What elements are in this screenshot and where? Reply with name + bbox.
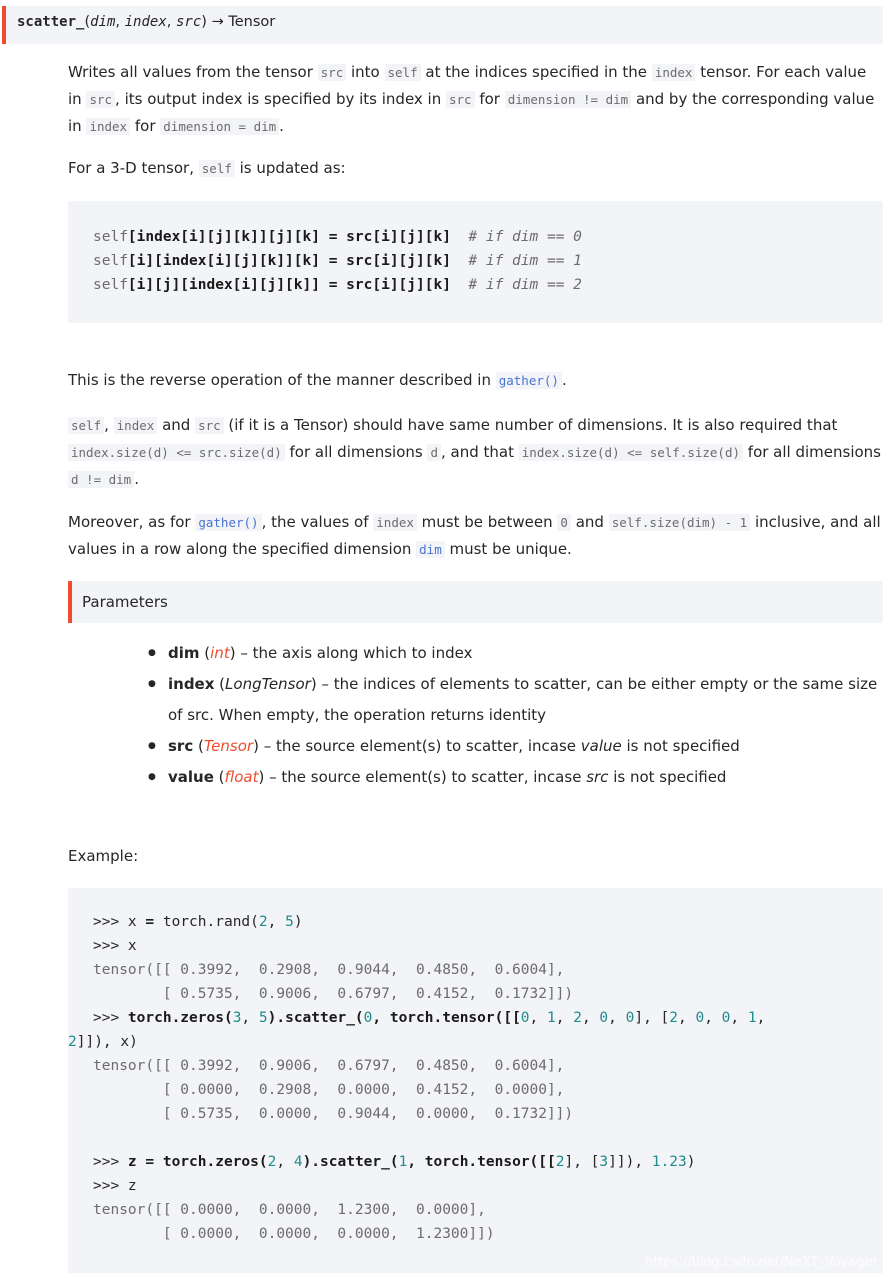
code-line: self[index[i][j][k]][j][k] = src[i][j][k] # if dim == 0 (93, 229, 582, 245)
arg-dim: dim (90, 14, 116, 30)
dimension-requirements: self , index and src (if it is a Tensor) should have same number of dimensions. It is also required that index.size(d) <= src.size(d) for all dimensions d , and that index.size(d) <= self.size(d) for all dimensions d != dim . (68, 412, 883, 493)
reverse-operation-note: This is the reverse operation of the manner described in gather() . (68, 371, 567, 389)
code-line: >>> torch.zeros(3, 5).scatter_(0, torch.tensor([[0, 1, 2, 0, 0], [2, 0, 0, 1, (93, 1010, 766, 1026)
code-line: >>> x = torch.rand(2, 5) (93, 914, 303, 930)
return-type: Tensor (228, 14, 276, 30)
gather-link[interactable]: gather() (496, 372, 562, 389)
param-item-value: ● value (float) – the source element(s) to scatter, incase src is not specified (148, 762, 883, 793)
method-signature: scatter_(dim, index, src) → Tensor (2, 6, 883, 44)
param-item-dim: ● dim (int) – the axis along which to index (148, 638, 883, 669)
type-link-float[interactable]: float (224, 768, 259, 786)
parameters-heading: Parameters (68, 581, 883, 623)
code-output-line: [ 0.5735, 0.0000, 0.9044, 0.0000, 0.1732]]) (93, 1106, 574, 1122)
code-output-line: tensor([[ 0.3992, 0.2908, 0.9044, 0.4850, 0.6004], (93, 962, 565, 978)
code-output-line: [ 0.0000, 0.0000, 0.0000, 1.2300]]) (93, 1226, 495, 1242)
arg-index: index (124, 14, 167, 30)
method-name: scatter_ (17, 14, 85, 30)
code-line: >>> z = torch.zeros(2, 4).scatter_(1, torch.tensor([[2], [3]]), 1.23) (93, 1154, 696, 1170)
type-link-int[interactable]: int (210, 644, 230, 662)
code-output-line: [ 0.5735, 0.9006, 0.6797, 0.4152, 0.1732]]) (93, 986, 574, 1002)
parameters-list (148, 638, 883, 793)
tensor-3d-intro: For a 3-D tensor, self is updated as: (68, 159, 346, 177)
code-line: self[i][j][index[i][j][k]] = src[i][j][k] # if dim == 2 (93, 277, 582, 293)
example-label: Example: (68, 847, 139, 865)
code-output-line: tensor([[ 0.0000, 0.0000, 1.2300, 0.0000], (93, 1202, 486, 1218)
type-link-tensor[interactable]: Tensor (203, 737, 254, 755)
gather-link[interactable]: gather() (195, 514, 261, 531)
return-arrow: → (206, 14, 229, 30)
index-value-constraints: Moreover, as for gather() , the values of index must be between 0 and self.size(dim) - 1 inclusive, and all values in a row along the specified dimension dim must be unique. (68, 513, 881, 558)
code-line: 2]]), x) (68, 1034, 138, 1050)
watermark: https://blog.csdn.net/NeXT_Voyager (645, 1255, 878, 1270)
arg-src: src (176, 14, 202, 30)
code-line: >>> x (93, 938, 137, 954)
code-output-line: tensor([[ 0.3992, 0.9006, 0.6797, 0.4850, 0.6004], (93, 1058, 565, 1074)
code-line: >>> z (93, 1178, 137, 1194)
param-item-src: ● src (Tensor) – the source element(s) to scatter, incase value is not specified (148, 731, 883, 762)
code-line: self[i][index[i][j][k]][k] = src[i][j][k] # if dim == 1 (93, 253, 582, 269)
param-item-index: ● index (LongTensor) – the indices of elements to scatter, can be either empty or the same size of src. When empty, the operation returns identity (148, 669, 883, 731)
example-code-block (68, 888, 883, 1273)
description-paragraph: Writes all values from the tensor src into self at the indices specified in the index tensor. For each value in src , its output index is specified by its index in src for dimension != dim and by the corresponding value in index for dimension = dim . (68, 63, 875, 135)
update-rule-code-block (68, 201, 883, 323)
code-output-line: [ 0.0000, 0.2908, 0.0000, 0.4152, 0.0000], (93, 1082, 565, 1098)
blank-line (93, 1126, 883, 1150)
